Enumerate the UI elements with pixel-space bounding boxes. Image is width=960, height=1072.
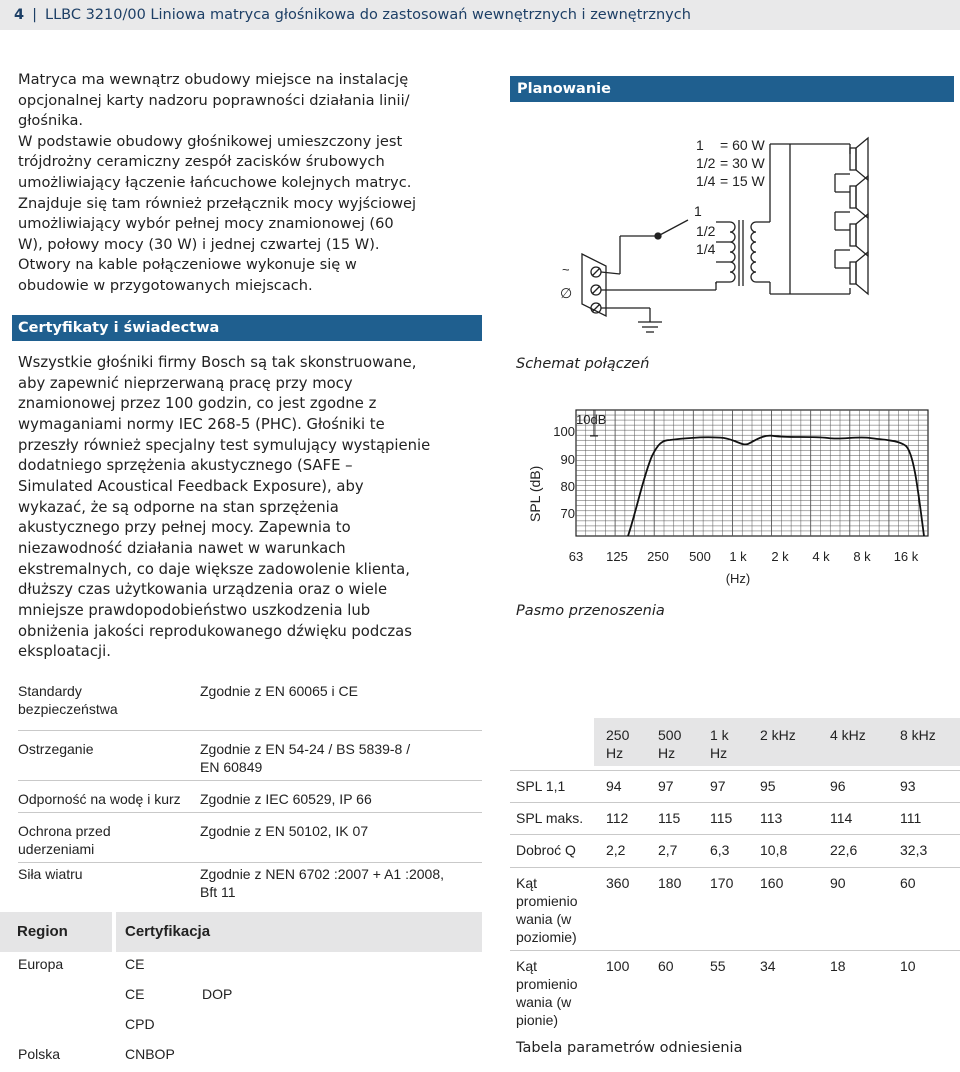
row-divider bbox=[510, 802, 960, 803]
cert-line: przeszły również specjalny test symulujący wystąpienie bbox=[18, 436, 431, 454]
certificates-paragraph bbox=[18, 353, 478, 663]
param-label: SPL 1,1 bbox=[516, 778, 566, 794]
intro-line: obudowie w przygotowanych miejscach. bbox=[18, 276, 313, 294]
cert-line: dodatniego sprzężenia akustycznego (SAFE – bbox=[18, 457, 353, 475]
cert-line: Wszystkie głośniki firmy Bosch są tak skonstruowane, bbox=[18, 354, 417, 371]
param-value: 2,7 bbox=[658, 842, 678, 858]
x-tick-16k: 16 k bbox=[893, 549, 919, 564]
param-value: 6,3 bbox=[710, 842, 730, 858]
x-tick-1k: 1 k bbox=[729, 549, 747, 564]
x-tick-63: 63 bbox=[568, 549, 584, 564]
cert-cell: CE bbox=[125, 956, 145, 972]
param-value: 115 bbox=[710, 810, 733, 826]
param-value: 180 bbox=[658, 875, 682, 891]
standard-value: Zgodnie z EN 60065 i CE bbox=[200, 683, 358, 699]
region-cell: Europa bbox=[18, 956, 64, 972]
intro-line: trójdrożny ceramiczny zespół zacisków śrubowych bbox=[18, 153, 385, 171]
intro-line: opcjonalnej karty nadzoru poprawności działania linii/ bbox=[18, 91, 410, 109]
certificates-section-title: Certyfikaty i świadectwa bbox=[18, 320, 220, 336]
param-value: 100 bbox=[606, 958, 630, 974]
region-column-header: Region bbox=[17, 923, 68, 940]
table-row bbox=[18, 862, 482, 902]
cert-line: znamionowej przez 100 godzin, co jest zgodne z bbox=[18, 395, 377, 413]
standard-key: Standardy bezpieczeństwa bbox=[18, 683, 118, 717]
cert-line: akustycznego przy pełnej mocy. Zapewnia to bbox=[18, 519, 351, 537]
ac-symbol: ~ bbox=[562, 262, 570, 277]
y-tick-70: 70 bbox=[560, 506, 575, 521]
chart-ylabel: SPL (dB) bbox=[527, 465, 543, 522]
standard-value: Zgodnie z IEC 60529, IP 66 bbox=[200, 791, 372, 807]
intro-line: umożliwiający łączenie łańcuchowe kolejnych matryc. bbox=[18, 173, 412, 191]
cert-line: niezawodność działania nawet w warunkach bbox=[18, 539, 346, 557]
parameters-table-caption: Tabela parametrów odniesienia bbox=[516, 1040, 743, 1056]
standard-value: Zgodnie z EN 54-24 / BS 5839-8 / EN 60849 bbox=[200, 741, 411, 775]
tap-label-quarter: 1/4 bbox=[696, 241, 716, 257]
cert-line: wymaganiami normy IEC 268-5 (PHC). Głośniki te bbox=[18, 415, 385, 433]
chart-grid bbox=[576, 410, 928, 536]
x-tick-8k: 8 k bbox=[853, 549, 871, 564]
frequency-chart-caption: Pasmo przenoszenia bbox=[516, 603, 665, 619]
cert-line: dłuższy czas użytkowania urządzenia oraz o wiele bbox=[18, 581, 388, 599]
intro-paragraph bbox=[18, 70, 478, 297]
certificates-section-bar bbox=[12, 315, 482, 341]
intro-line: W podstawie obudowy głośnikowej umieszczony jest bbox=[18, 132, 403, 150]
param-value: 93 bbox=[900, 778, 916, 794]
x-tick-500: 500 bbox=[689, 549, 711, 564]
terminal-block-icon bbox=[582, 254, 716, 332]
wiring-diagram-caption: Schemat połączeń bbox=[516, 356, 650, 372]
wiring-diagram bbox=[510, 104, 960, 344]
y-tick-90: 90 bbox=[560, 452, 575, 467]
power-legend-30w: = 30 W bbox=[720, 155, 765, 171]
row-divider bbox=[510, 867, 960, 868]
page-header bbox=[0, 0, 960, 30]
standard-key: Ochrona przed uderzeniami bbox=[18, 823, 111, 857]
param-value: 55 bbox=[710, 958, 726, 974]
y-tick-100: 100 bbox=[553, 424, 575, 439]
x-tick-4k: 4 k bbox=[812, 549, 830, 564]
intro-line: Otwory na kable połączeniowe wykonuje się w bbox=[18, 256, 357, 274]
freq-header: 8 kHz bbox=[900, 727, 936, 743]
freq-header: 1 k Hz bbox=[710, 727, 729, 761]
table-row bbox=[18, 682, 482, 730]
intro-line: umożliwiający wybór pełnej mocy znamionowej (60 bbox=[18, 215, 394, 233]
power-legend-15w: = 15 W bbox=[720, 173, 765, 189]
x-tick-2k: 2 k bbox=[771, 549, 789, 564]
freq-header: 500 Hz bbox=[658, 727, 682, 761]
cert-line: mniejsze prawdopodobieństwo uszkodzenia lub bbox=[18, 601, 371, 619]
intro-line: Matryca ma wewnątrz obudowy miejsce na instalację bbox=[18, 71, 409, 88]
param-value: 112 bbox=[606, 810, 629, 826]
cert-cell: CPD bbox=[125, 1016, 155, 1032]
standard-key: Siła wiatru bbox=[18, 866, 83, 882]
standard-key: Odporność na wodę i kurz bbox=[18, 791, 181, 807]
param-value: 34 bbox=[760, 958, 776, 974]
param-label: Kąt promienio wania (w pionie) bbox=[516, 958, 578, 1028]
header-divider bbox=[112, 912, 116, 952]
intro-line: W), połowy mocy (30 W) i jednej czwartej (15 W). bbox=[18, 235, 380, 253]
param-value: 10,8 bbox=[760, 842, 788, 858]
standard-value: Zgodnie z NEN 6702 :2007 + A1 :2008, Bft 11 bbox=[200, 866, 445, 900]
row-divider bbox=[510, 770, 960, 771]
param-value: 360 bbox=[606, 875, 630, 891]
cert-line: aby zapewnić nieprzerwaną pracę przy mocy bbox=[18, 374, 353, 392]
cert-line: wykazać, że są odporne na stan sprzężenia bbox=[18, 498, 339, 516]
table-row bbox=[18, 780, 482, 812]
frequency-response-chart bbox=[510, 400, 960, 600]
row-divider bbox=[510, 834, 960, 835]
planning-section-title: Planowanie bbox=[517, 81, 611, 97]
param-label: Dobroć Q bbox=[516, 842, 576, 858]
page-number: 4 bbox=[14, 7, 25, 23]
tap-label-1: 1 bbox=[694, 203, 702, 219]
param-value: 111 bbox=[900, 810, 922, 826]
cert-line: obniżenia jakości reprodukowanego dźwięku podczas bbox=[18, 622, 412, 640]
param-value: 2,2 bbox=[606, 842, 626, 858]
power-legend-quarter: 1/4 bbox=[696, 173, 716, 189]
freq-header: 250 Hz bbox=[606, 727, 630, 761]
param-value: 96 bbox=[830, 778, 846, 794]
param-value: 114 bbox=[830, 810, 853, 826]
table-row bbox=[18, 812, 482, 862]
cert-line: Simulated Acoustical Feedback Exposure), aby bbox=[18, 477, 364, 495]
cert-line: eksploatacji. bbox=[18, 643, 111, 661]
standard-value: Zgodnie z EN 50102, IK 07 bbox=[200, 823, 369, 839]
power-legend-1: 1 bbox=[696, 137, 704, 153]
document-title: LLBC 3210/00 Liniowa matryca głośnikowa do zastosowań wewnętrznych i zewnętrznych bbox=[44, 7, 691, 23]
chart-xlabel: (Hz) bbox=[725, 571, 751, 586]
param-value: 18 bbox=[830, 958, 846, 974]
param-value: 160 bbox=[760, 875, 784, 891]
speaker-icon bbox=[850, 138, 868, 294]
x-tick-125: 125 bbox=[606, 549, 628, 564]
power-legend-half: 1/2 bbox=[696, 155, 716, 171]
cert-cell: CNBOP bbox=[125, 1046, 175, 1062]
power-switch-icon bbox=[620, 220, 688, 274]
intro-line: głośnika. bbox=[18, 112, 84, 130]
x-tick-250: 250 bbox=[647, 549, 669, 564]
power-legend-60w: = 60 W bbox=[720, 137, 765, 153]
certification-column-header: Certyfikacja bbox=[125, 923, 211, 940]
cert-line: ekstremalnych, co daje większe zadowolenie klienta, bbox=[18, 560, 410, 578]
param-value: 10 bbox=[900, 958, 916, 974]
param-value: 97 bbox=[658, 778, 674, 794]
standard-key: Ostrzeganie bbox=[18, 741, 94, 757]
cert-extra-cell: DOP bbox=[202, 986, 233, 1002]
ground-symbol: ∅ bbox=[560, 285, 573, 301]
freq-header: 4 kHz bbox=[830, 727, 866, 743]
table-row bbox=[18, 730, 482, 780]
region-cell: Polska bbox=[18, 1046, 61, 1062]
freq-header: 2 kHz bbox=[760, 727, 796, 743]
param-label: Kąt promienio wania (w poziomie) bbox=[516, 875, 578, 945]
intro-line: Znajduje się tam również przełącznik mocy wyjściowej bbox=[18, 194, 417, 212]
param-value: 22,6 bbox=[830, 842, 858, 858]
param-value: 60 bbox=[658, 958, 674, 974]
param-label: SPL maks. bbox=[516, 810, 584, 826]
param-value: 94 bbox=[606, 778, 622, 794]
param-value: 97 bbox=[710, 778, 726, 794]
cert-cell: CE bbox=[125, 986, 145, 1002]
tap-label-half: 1/2 bbox=[696, 223, 716, 239]
y-tick-80: 80 bbox=[560, 479, 575, 494]
param-value: 60 bbox=[900, 875, 916, 891]
param-value: 115 bbox=[658, 810, 681, 826]
certification-table-header bbox=[0, 912, 482, 952]
param-value: 113 bbox=[760, 810, 783, 826]
row-divider bbox=[510, 950, 960, 951]
param-value: 95 bbox=[760, 778, 776, 794]
param-value: 170 bbox=[710, 875, 734, 891]
chart-scale-note: 10dB bbox=[576, 412, 607, 427]
param-value: 32,3 bbox=[900, 842, 928, 858]
param-value: 90 bbox=[830, 875, 846, 891]
header-separator: | bbox=[32, 7, 37, 23]
planning-section-bar bbox=[510, 76, 954, 102]
